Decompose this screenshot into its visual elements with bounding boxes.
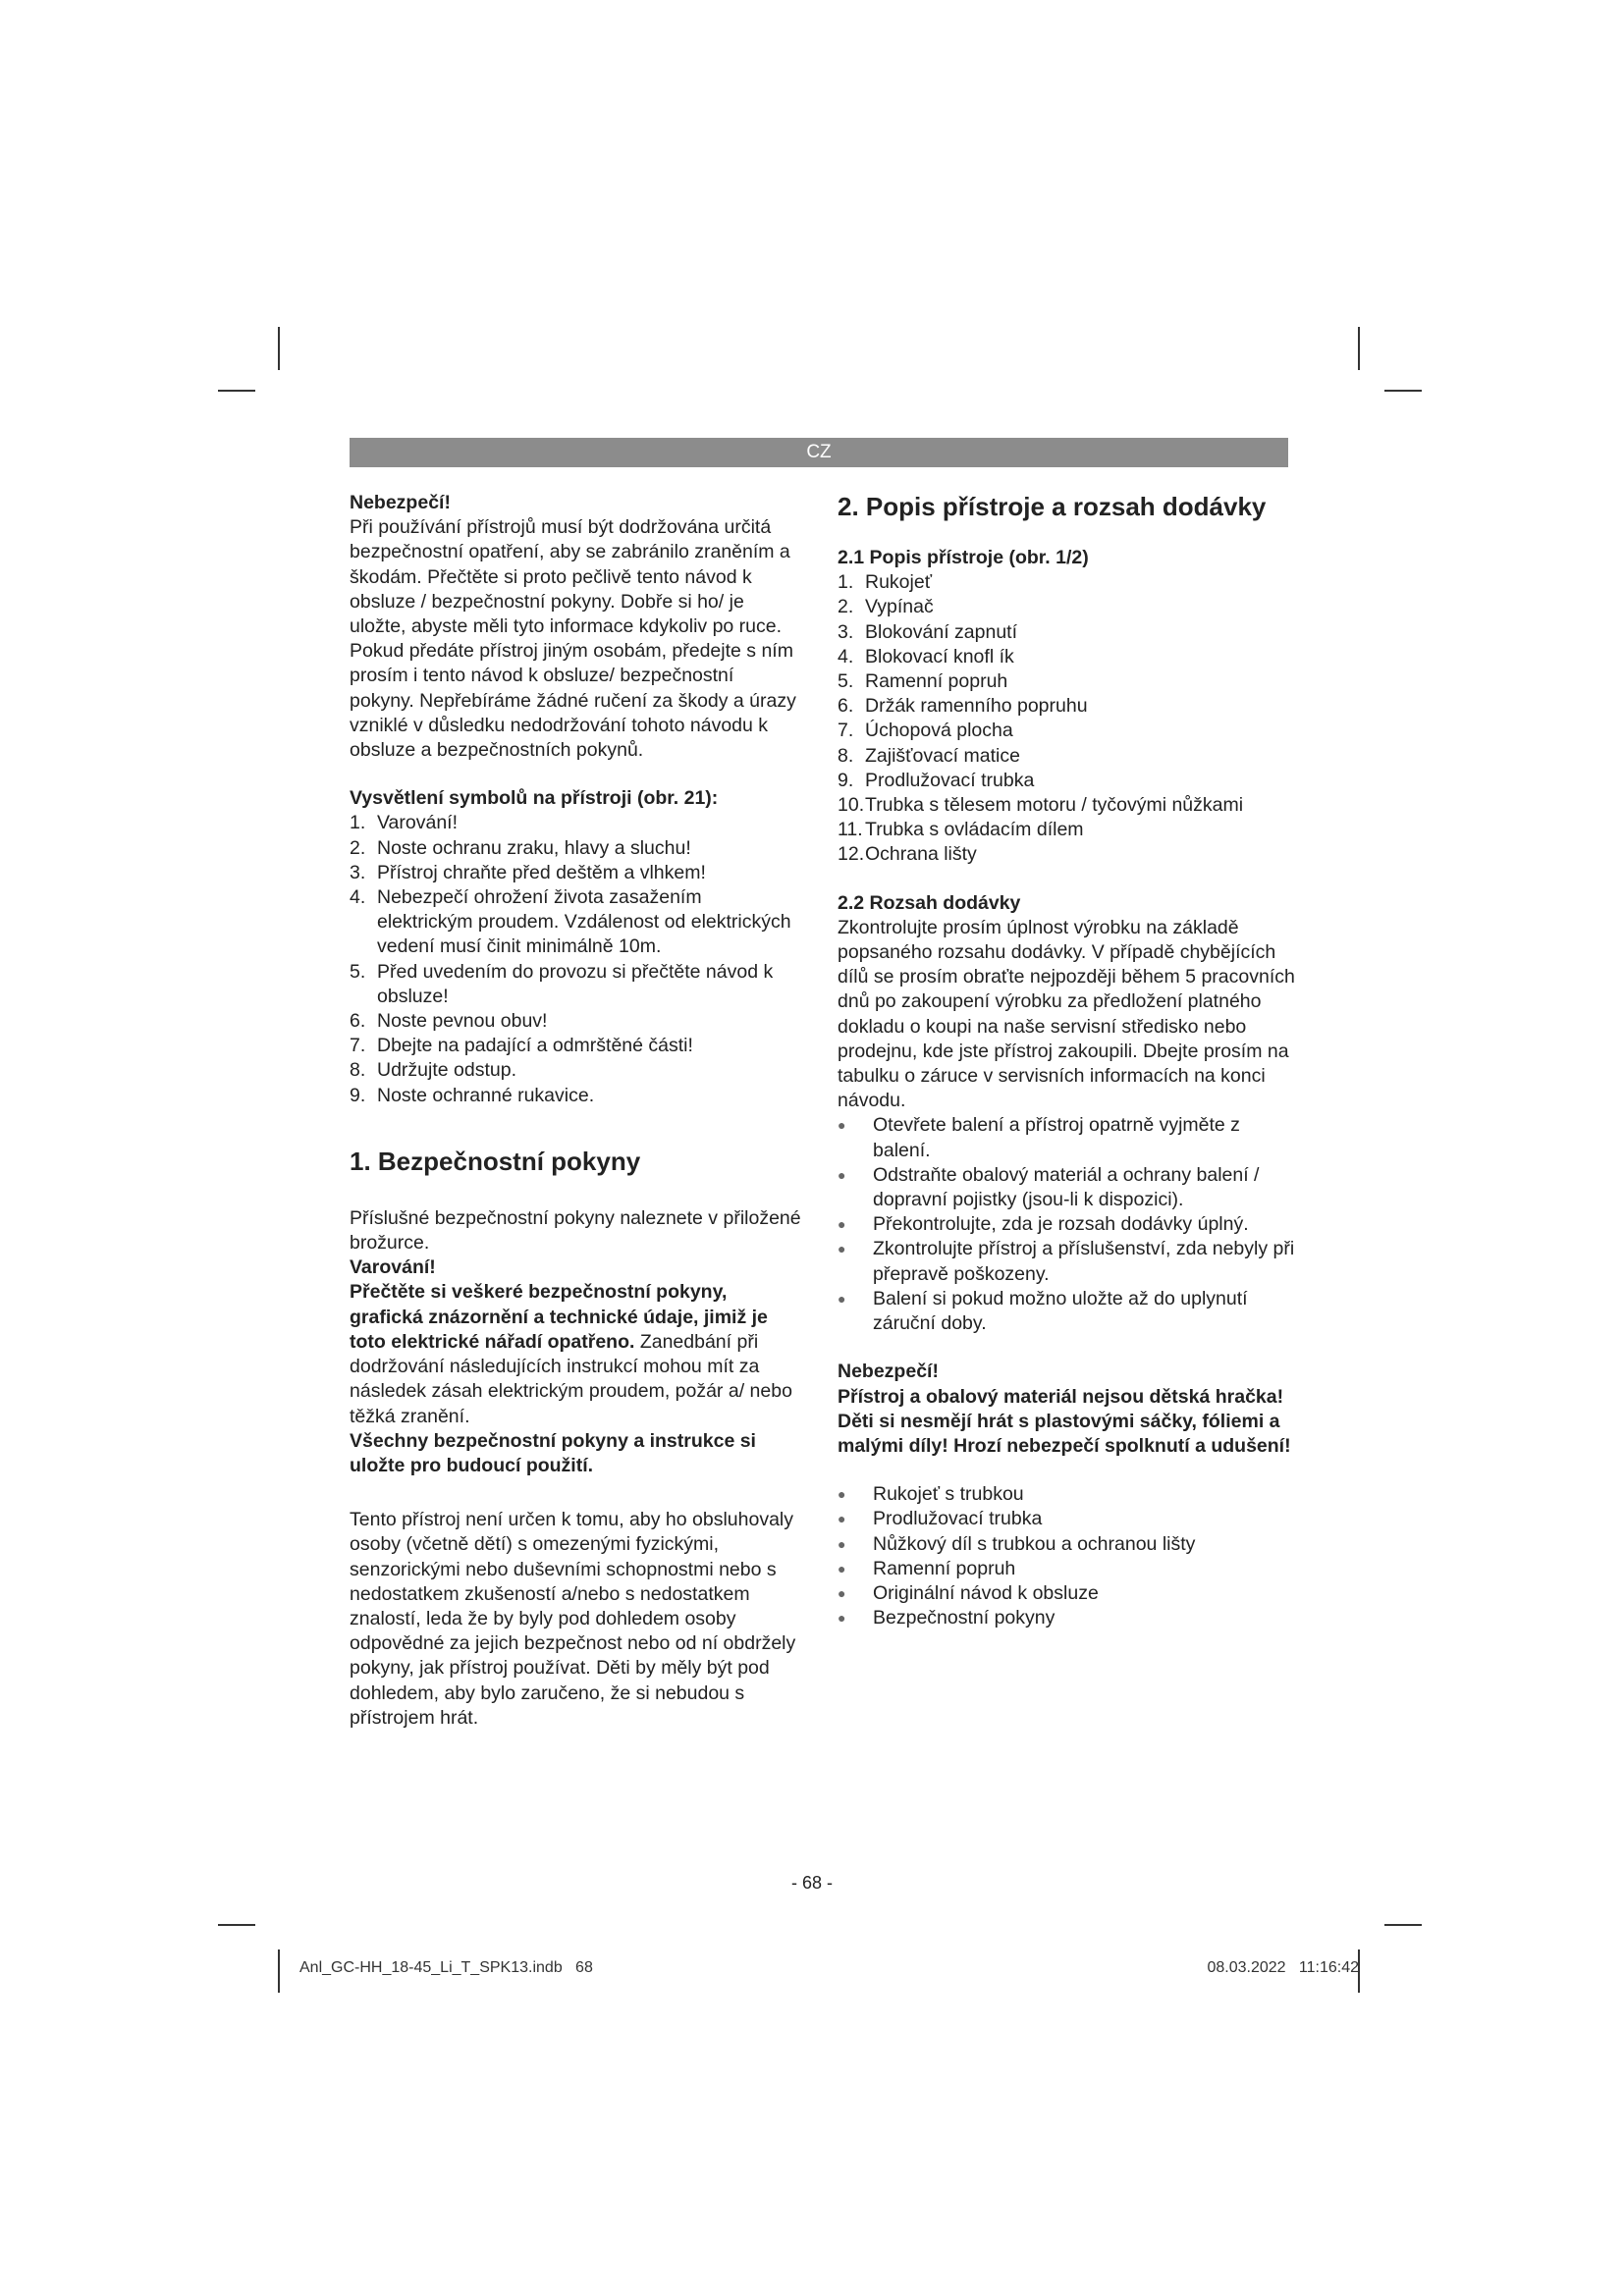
list-item-text: Blokovací knofl ík xyxy=(865,645,1014,667)
footer-date: 08.03.2022 11:16:42 xyxy=(1207,1959,1359,1976)
list-item xyxy=(350,1034,801,1058)
list-item-number: 9. xyxy=(838,769,854,791)
bullet-item xyxy=(838,1581,1299,1606)
left-column xyxy=(350,491,801,1731)
list-item xyxy=(350,885,801,960)
bullet-text: Prodlužovací trubka xyxy=(873,1508,1043,1530)
list-item xyxy=(838,620,1299,645)
list-item-text: Trubka s ovládacím dílem xyxy=(865,819,1084,841)
scope-title: 2.2 Rozsah dodávky xyxy=(838,891,1021,914)
bullet-text: Zkontrolujte přístroj a příslušenství, zda nebyly při přepravě poškozeny. xyxy=(873,1238,1295,1285)
warning-title: Varování! xyxy=(350,1256,436,1279)
bullet-text: Nůžkový díl s trubkou a ochranou lišty xyxy=(873,1532,1196,1555)
list-item-number: 7. xyxy=(350,1035,366,1057)
parts-title: 2.1 Popis přístroje (obr. 1/2) xyxy=(838,547,1089,568)
warning-bold-text: Přečtěte si veškeré bezpečnostní pokyny, grafická znázornění a technické údaje, jimiž je toto elektrické nářadí opatřeno. xyxy=(350,1281,768,1353)
bullet-item xyxy=(838,1237,1299,1286)
bullet-text: Překontrolujte, zda je rozsah dodávky úplný. xyxy=(873,1213,1249,1236)
list-item xyxy=(838,842,1299,867)
list-item xyxy=(838,669,1299,694)
list-item-number: 4. xyxy=(838,645,854,667)
list-item-number: 2. xyxy=(838,596,854,618)
safety-heading: 1. Bezpečnostní pokyny xyxy=(350,1146,641,1176)
children-text: Tento přístroj není určen k tomu, aby ho obsluhovaly osoby (včetně dětí) s omezenými fyzickými, senzorickými nebo duševními schopnostmi nebo s nedostatkem zkušeností a/nebo s nedostatkem znalostí, leda že by byly pod dohledem osoby odpovědné za jejich bezpečnost nebo od ní obdržely pokyny, jak přístroj používat. Děti by měly být pod dohledem, aby bylo zaručeno, že si nebudou s přístrojem hrát. xyxy=(350,1509,796,1729)
bullet-item xyxy=(838,1212,1299,1237)
list-item-text: Držák ramenního popruhu xyxy=(865,695,1088,718)
crop-mark-bottom-left-vertical xyxy=(278,1949,280,1993)
list-item xyxy=(838,595,1299,619)
list-item xyxy=(350,1084,801,1108)
list-item-text: Dbejte na padající a odmrštěné části! xyxy=(377,1035,693,1057)
list-item xyxy=(838,818,1299,842)
list-item-text: Úchopová plocha xyxy=(865,720,1013,742)
list-item xyxy=(838,694,1299,719)
keep-instructions: Všechny bezpečnostní pokyny a instrukce si uložte pro budoucí použití. xyxy=(350,1429,756,1476)
list-item-text: Rukojeť xyxy=(865,571,933,594)
crop-mark-bottom-right-horizontal xyxy=(1384,1924,1422,1926)
steps-list xyxy=(838,1113,1299,1336)
footer-file: Anl_GC-HH_18-45_Li_T_SPK13.indb 68 xyxy=(299,1959,593,1976)
bullet-item xyxy=(838,1287,1299,1336)
list-item-number: 10. xyxy=(838,794,865,817)
list-item xyxy=(838,744,1299,769)
bullet-text: Rukojeť s trubkou xyxy=(873,1483,1024,1506)
list-item-text: Varování! xyxy=(377,812,459,834)
right-column xyxy=(838,491,1299,1630)
bullet-icon: ● xyxy=(838,1241,846,1257)
bullet-icon: ● xyxy=(838,1290,846,1307)
right-danger-text: Přístroj a obalový materiál nejsou dětská hračka! Děti si nesmějí hrát s plastovými sáčky, fóliemi a malými díly! Hrozí nebezpečí spolknutí a udušení! xyxy=(838,1385,1291,1457)
list-item-text: Přístroj chraňte před deštěm a vlhkem! xyxy=(377,861,706,883)
list-item-text: Noste pevnou obuv! xyxy=(377,1010,548,1033)
list-item-number: 2. xyxy=(350,836,366,859)
bullet-icon: ● xyxy=(838,1216,846,1233)
bullet-text: Otevřete balení a přístroj opatrně vyjměte z balení. xyxy=(873,1114,1240,1161)
bullet-item xyxy=(838,1113,1299,1162)
bullet-text: Originální návod k obsluze xyxy=(873,1581,1099,1604)
list-item-text: Prodlužovací trubka xyxy=(865,769,1035,791)
list-item xyxy=(350,1058,801,1083)
bullet-text: Ramenní popruh xyxy=(873,1557,1016,1579)
list-item-number: 12. xyxy=(838,843,865,866)
bullet-icon: ● xyxy=(838,1560,846,1576)
list-item xyxy=(838,570,1299,595)
list-item xyxy=(350,836,801,861)
warning-paragraph xyxy=(350,1280,801,1428)
danger-title: Nebezpečí! xyxy=(350,492,451,513)
language-bar xyxy=(350,438,1288,467)
bullet-text: Bezpečnostní pokyny xyxy=(873,1607,1056,1629)
list-item-number: 6. xyxy=(838,695,854,718)
list-item xyxy=(350,960,801,1009)
danger-text: Při používání přístrojů musí být dodržována určitá bezpečnostní opatření, aby se zabránilo zraněním a škodám. Přečtěte si proto pečlivě tento návod k obsluze / bezpečnostní pokyny. Dobře si ho/ je uložte, abyste měli tyto informace kdykoliv po ruce. Pokud předáte přístroj jiným osobám, předejte s ním prosím i tento návod k obsluze/ bezpečnostní pokyny. Nepřebíráme žádné ručení za škody a úrazy vzniklé v důsledku nedodržování tohoto návodu k obsluze a bezpečnostních pokynů. xyxy=(350,516,796,762)
list-item-text: Před uvedením do provozu si přečtěte návod k obsluze! xyxy=(377,960,774,1007)
right-danger-title: Nebezpečí! xyxy=(838,1361,939,1383)
crop-mark-top-left-horizontal xyxy=(218,390,255,392)
crop-mark-bottom-left-horizontal xyxy=(218,1924,255,1926)
scope-text: Zkontrolujte prosím úplnost výrobku na základě popsaného rozsahu dodávky. V případě chybějících dílů se prosím obraťte nejpozději během 5 pracovních dnů po zakoupení výrobku za předložení platného dokladu o koupi na naše servisní středisko nebo prodejnu, kde jste přístroj zakoupili. Dbejte prosím na tabulku o záruce v servisních informacích na konci návodu. xyxy=(838,916,1295,1112)
list-item-text: Trubka s tělesem motoru / tyčovými nůžkami xyxy=(865,794,1244,817)
list-item-number: 7. xyxy=(838,720,854,742)
list-item-number: 3. xyxy=(838,620,854,643)
list-item-text: Noste ochranné rukavice. xyxy=(377,1084,595,1106)
list-item-number: 5. xyxy=(350,960,366,983)
description-heading: 2. Popis přístroje a rozsah dodávky xyxy=(838,492,1267,521)
list-item-text: Ramenní popruh xyxy=(865,670,1008,693)
list-item-text: Blokování zapnutí xyxy=(865,620,1018,643)
parts-list xyxy=(838,570,1299,867)
list-item-number: 6. xyxy=(350,1010,366,1033)
bullet-item xyxy=(838,1557,1299,1581)
bullet-text: Odstraňte obalový materiál a ochrany balení / dopravní pojistky (jsou-li k dispozici). xyxy=(873,1163,1260,1211)
list-item xyxy=(350,811,801,835)
bullet-icon: ● xyxy=(838,1117,846,1134)
list-item xyxy=(838,645,1299,669)
delivery-items-list xyxy=(838,1482,1299,1630)
list-item xyxy=(838,769,1299,793)
list-item-text: Udržujte odstup. xyxy=(377,1059,516,1082)
warning-rest-text: Zanedbání při dodržování následujících instrukcí mohou mít za následek zásah elektrickým proudem, požár a/ nebo těžká zranění. xyxy=(350,1330,792,1427)
bullet-item xyxy=(838,1482,1299,1507)
page-number: - 68 - xyxy=(790,1873,833,1893)
list-item-number: 1. xyxy=(838,571,854,594)
language-code: CZ xyxy=(806,442,832,462)
list-item-text: Ochrana lišty xyxy=(865,843,977,866)
list-item xyxy=(350,1009,801,1034)
bullet-item xyxy=(838,1507,1299,1531)
bullet-icon: ● xyxy=(838,1486,846,1503)
safety-intro: Příslušné bezpečnostní pokyny naleznete v přiložené brožurce. xyxy=(350,1206,801,1255)
list-item xyxy=(838,719,1299,743)
list-item-text: Nebezpečí ohrožení života zasažením elektrickým proudem. Vzdálenost od elektrických vedení musí činit minimálně 10m. xyxy=(377,886,791,958)
bullet-icon: ● xyxy=(838,1584,846,1601)
list-item-number: 11. xyxy=(838,819,863,841)
crop-mark-top-left-vertical xyxy=(278,327,280,370)
bullet-item xyxy=(838,1532,1299,1557)
bullet-item xyxy=(838,1606,1299,1630)
list-item-number: 4. xyxy=(350,886,366,909)
bullet-text: Balení si pokud možno uložte až do uplynutí záruční doby. xyxy=(873,1287,1248,1335)
list-item-number: 1. xyxy=(350,812,366,834)
crop-mark-top-right-vertical xyxy=(1358,327,1360,370)
list-item-number: 3. xyxy=(350,861,366,883)
list-item-text: Vypínač xyxy=(865,596,934,618)
list-item-number: 8. xyxy=(350,1059,366,1082)
crop-mark-top-right-horizontal xyxy=(1384,390,1422,392)
bullet-icon: ● xyxy=(838,1511,846,1527)
list-item-number: 5. xyxy=(838,670,854,693)
symbols-title: Vysvětlení symbolů na přístroji (obr. 21): xyxy=(350,787,719,810)
list-item-number: 8. xyxy=(838,744,854,767)
list-item-text: Noste ochranu zraku, hlavy a sluchu! xyxy=(377,836,691,859)
list-item-text: Zajišťovací matice xyxy=(865,744,1020,767)
symbols-list xyxy=(350,811,801,1107)
list-item-number: 9. xyxy=(350,1084,366,1106)
bullet-icon: ● xyxy=(838,1610,846,1627)
bullet-icon: ● xyxy=(838,1166,846,1183)
bullet-icon: ● xyxy=(838,1535,846,1552)
list-item xyxy=(350,861,801,885)
bullet-item xyxy=(838,1163,1299,1212)
list-item xyxy=(838,793,1299,818)
